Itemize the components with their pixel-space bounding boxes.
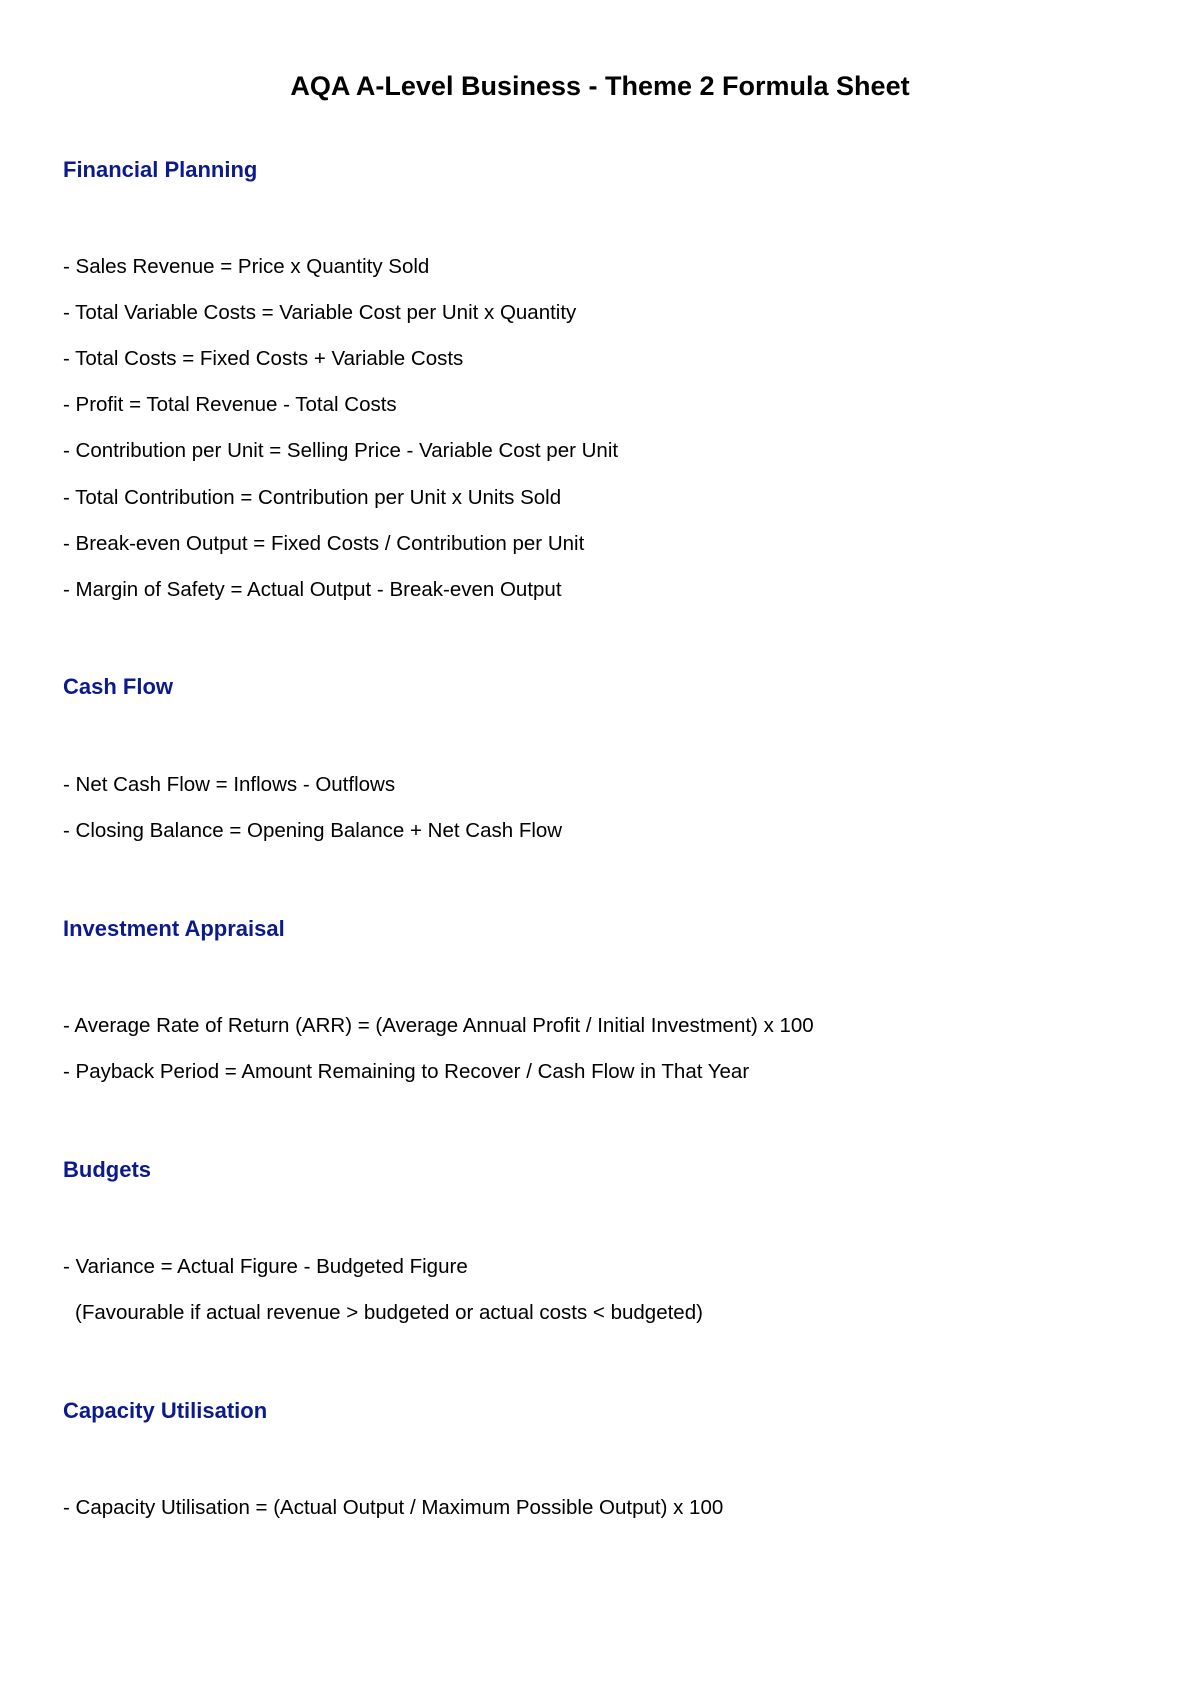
formula-sales-revenue: - Sales Revenue = Price x Quantity Sold	[63, 255, 430, 278]
page-title: AQA A-Level Business - Theme 2 Formula Sheet	[290, 71, 910, 101]
formula-total-variable-costs: - Total Variable Costs = Variable Cost per Unit x Quantity	[63, 301, 577, 324]
formula-net-cash-flow: - Net Cash Flow = Inflows - Outflows	[63, 773, 396, 796]
section-heading-investment-appraisal: Investment Appraisal	[63, 916, 285, 941]
formula-average-rate-of-return: - Average Rate of Return (ARR) = (Average Annual Profit / Initial Investment) x 100	[63, 1014, 814, 1037]
formula-contribution-per-unit: - Contribution per Unit = Selling Price - Variable Cost per Unit	[63, 439, 619, 462]
section-heading-financial-planning: Financial Planning	[63, 157, 258, 182]
formula-capacity-utilisation: - Capacity Utilisation = (Actual Output / Maximum Possible Output) x 100	[63, 1496, 724, 1519]
formula-variance: - Variance = Actual Figure - Budgeted Figure	[63, 1255, 468, 1278]
variance-note: (Favourable if actual revenue > budgeted or actual costs < budgeted)	[75, 1301, 703, 1324]
formula-margin-of-safety: - Margin of Safety = Actual Output - Break-even Output	[63, 578, 562, 601]
formula-total-costs: - Total Costs = Fixed Costs + Variable Costs	[63, 347, 464, 370]
formula-closing-balance: - Closing Balance = Opening Balance + Net Cash Flow	[63, 819, 563, 842]
section-heading-budgets: Budgets	[63, 1157, 151, 1182]
formula-payback-period: - Payback Period = Amount Remaining to Recover / Cash Flow in That Year	[63, 1060, 750, 1083]
section-heading-cash-flow: Cash Flow	[63, 674, 174, 699]
formula-break-even-output: - Break-even Output = Fixed Costs / Contribution per Unit	[63, 532, 585, 555]
formula-total-contribution: - Total Contribution = Contribution per Unit x Units Sold	[63, 486, 562, 509]
section-heading-capacity-utilisation: Capacity Utilisation	[63, 1398, 268, 1423]
formula-profit: - Profit = Total Revenue - Total Costs	[63, 393, 397, 416]
